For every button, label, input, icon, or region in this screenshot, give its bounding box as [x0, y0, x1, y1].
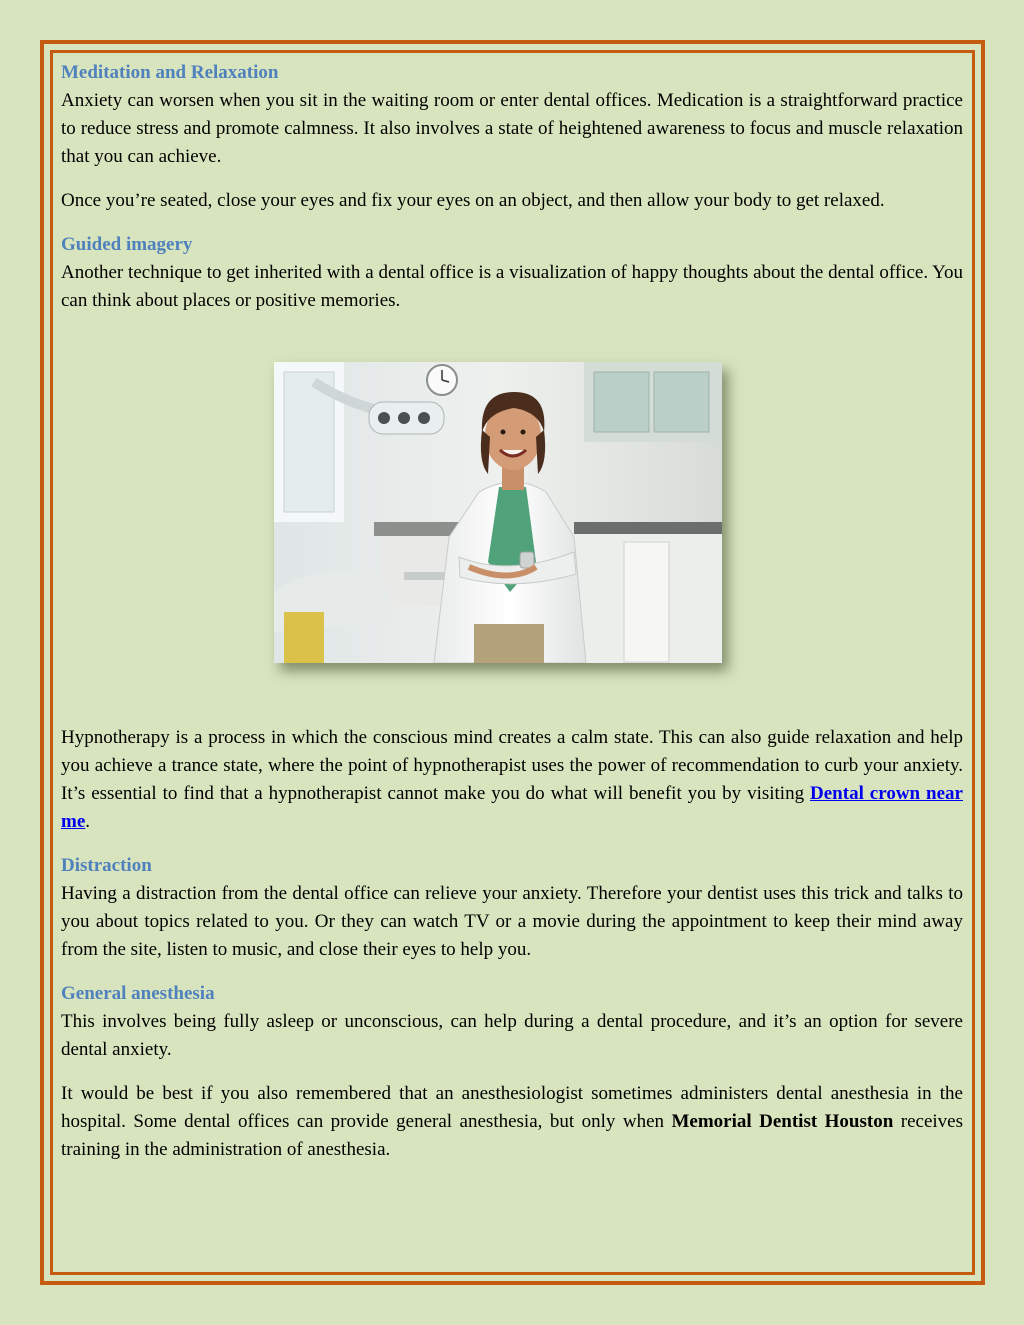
paragraph-anesthesia-1: This involves being fully asleep or unconscious, can help during a dental procedure, and it’s an option for severe dental anxiety. [61, 1011, 963, 1060]
anesthesia-text-end: receives training in the administration of anesthesia. [61, 1111, 963, 1160]
heading-meditation: Meditation and Relaxation [61, 62, 279, 83]
heading-general-anesthesia: General anesthesia [61, 983, 215, 1004]
paragraph-distraction: Having a distraction from the dental office can relieve your anxiety. Therefore your dentist uses this trick and talks to you about topics related to you. Or they can watch TV or a movie during the appointment to keep their mind away from the site, listen to music, and close their eyes to help you. [61, 883, 963, 960]
heading-guided-imagery: Guided imagery [61, 234, 193, 255]
memorial-dentist-houston: Memorial Dentist Houston [671, 1111, 894, 1132]
dentist-photo [274, 362, 722, 663]
heading-distraction: Distraction [61, 855, 152, 876]
document-content [61, 59, 963, 1164]
hypnotherapy-text-end: . [85, 811, 91, 832]
paragraph-hypnotherapy [61, 724, 963, 836]
hypnotherapy-text: Hypnotherapy is a process in which the conscious mind creates a calm state. This can also guide relaxation and help you achieve a trance state, where the point of hypnotherapist uses the power of recommendation to curb your anxiety. It’s essential to find that a hypnotherapist cannot make you do what will benefit you by visiting [61, 727, 963, 804]
paragraph-meditation-1: Anxiety can worsen when you sit in the waiting room or enter dental offices. Medication is a straightforward practice to reduce stress and promote calmness. It also involves a state of heightened awareness to focus and muscle relaxation that you can achieve. [61, 90, 963, 167]
anesthesia-text: It would be best if you also remembered that an anesthesiologist sometimes administers dental anesthesia in the hospital. Some dental offices can provide general anesthesia, but only when [61, 1083, 963, 1132]
paragraph-meditation-2: Once you’re seated, close your eyes and fix your eyes on an object, and then allow your body to get relaxed. [61, 190, 885, 211]
paragraph-guided-imagery: Another technique to get inherited with a dental office is a visualization of happy thoughts about the dental office. You can think about places or positive memories. [61, 262, 963, 311]
paragraph-anesthesia-2 [61, 1080, 963, 1164]
dental-crown-link[interactable]: Dental crown near me [61, 783, 963, 832]
